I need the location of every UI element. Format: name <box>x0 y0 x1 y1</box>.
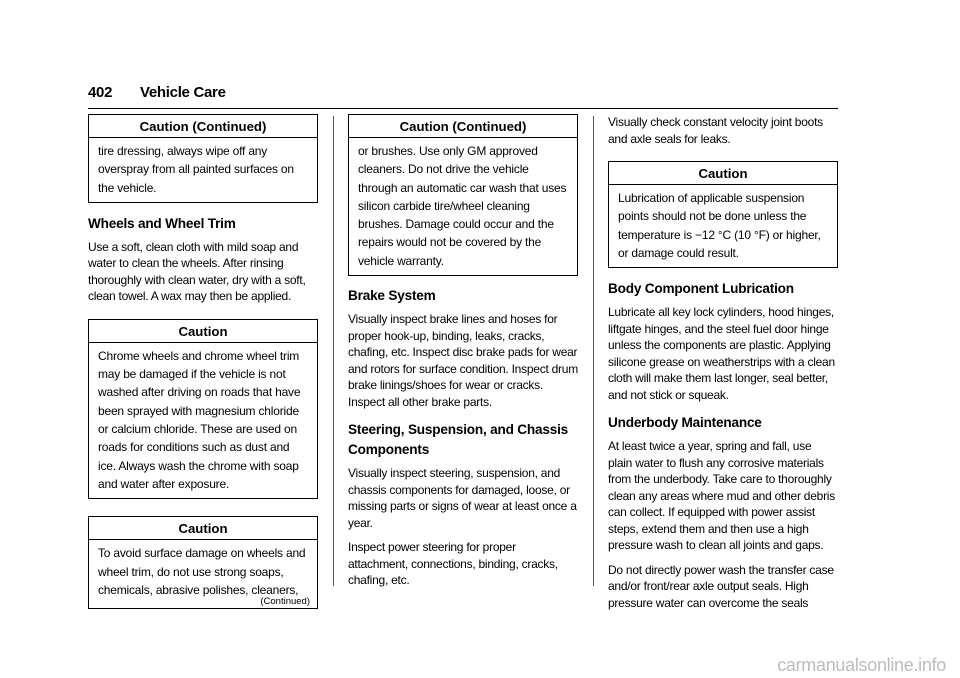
caution-text: To avoid surface damage on wheels and wheel trim, do not use strong soaps, chemicals, abrasive polishes, cleaners, <box>98 546 306 597</box>
section-heading-wheels: Wheels and Wheel Trim <box>88 215 236 231</box>
section-heading-body-lubrication: Body Component Lubrication <box>608 281 794 297</box>
caution-title: Caution (Continued) <box>89 115 317 138</box>
power-steering-text: Inspect power steering for proper attachment, connections, binding, cracks, chafing, etc. <box>348 540 558 588</box>
page-header <box>88 84 838 109</box>
chapter-title: Vehicle Care <box>140 84 226 101</box>
section-heading-underbody: Underbody Maintenance <box>608 415 762 431</box>
column-divider <box>593 116 594 586</box>
caution-title: Caution (Continued) <box>349 115 577 138</box>
caution-title: Caution <box>89 517 317 540</box>
caution-text: Lubrication of applicable suspension points should not be done unless the temperature is −12 °C (10 °F) or higher, or damage could result. <box>618 191 821 260</box>
caution-box-chrome <box>88 319 318 499</box>
caution-title: Caution <box>89 320 317 343</box>
column-middle <box>348 114 578 589</box>
continued-label: (Continued) <box>260 596 310 608</box>
caution-text: Chrome wheels and chrome wheel trim may be damaged if the vehicle is not washed after driving on roads that have been sprayed with magnesium chloride or calcium chloride. These are used on roads for conditions such as dust and ice. Always wash the chrome with soap and water after exposure. <box>98 348 301 491</box>
column-divider <box>333 116 334 586</box>
section-heading-steering: Steering, Suspension, and Chassis Components <box>348 422 569 458</box>
cv-joint-text: Visually check constant velocity joint boots and axle seals for leaks. <box>608 115 823 146</box>
caution-box-surface-damage <box>88 516 318 609</box>
wheels-text: Use a soft, clean cloth with mild soap and water to clean the wheels. After rinsing thoroughly with clean water, dry with a soft, clean towel. A wax may then be applied. <box>88 239 306 304</box>
watermark: carmanualsonline.info <box>777 655 946 675</box>
caution-box-continued <box>348 114 578 276</box>
steering-text: Visually inspect steering, suspension, and chassis components for damaged, loose, or missing parts or signs of wear at least once a year. <box>348 466 577 530</box>
caution-box-continued <box>88 114 318 203</box>
section-heading-brake: Brake System <box>348 288 436 304</box>
body-lubrication-text: Lubricate all key lock cylinders, hood hinges, liftgate hinges, and the steel fuel door hinge unless the components are plastic. Applying silicone grease on weatherstrips with a clean cloth will make them last longer, seal better, and not stick or squeak. <box>608 305 835 402</box>
page-number: 402 <box>88 84 113 101</box>
power-wash-text: Do not directly power wash the transfer case and/or front/rear axle output seals. High pressure water can overcome the seals <box>608 562 834 610</box>
caution-title: Caution <box>609 162 837 185</box>
column-right <box>608 114 838 611</box>
caution-text: tire dressing, always wipe off any overspray from all painted surfaces on the vehicle. <box>98 144 294 195</box>
caution-box-lubrication <box>608 161 838 268</box>
column-left <box>88 114 318 609</box>
caution-text: or brushes. Use only GM approved cleaners. Do not drive the vehicle through an automatic car wash that uses silicon carbide tire/wheel cleaning brushes. Damage could occur and the repairs would not be covered by the vehicle warranty. <box>358 144 567 268</box>
brake-text: Visually inspect brake lines and hoses for proper hook-up, binding, leaks, cracks, chafing, etc. Inspect disc brake pads for wear and rotors for surface condition. Inspect drum brake linings/shoes for wear or cracks. Inspect all other brake parts. <box>348 312 578 409</box>
underbody-text: At least twice a year, spring and fall, use plain water to flush any corrosive materials from the underbody. Take care to thoroughly clean any areas where mud and other debris can collect. If equipped with power assist steps, extend them and then use a high pressure wash to clean all joints and gaps. <box>608 439 835 553</box>
